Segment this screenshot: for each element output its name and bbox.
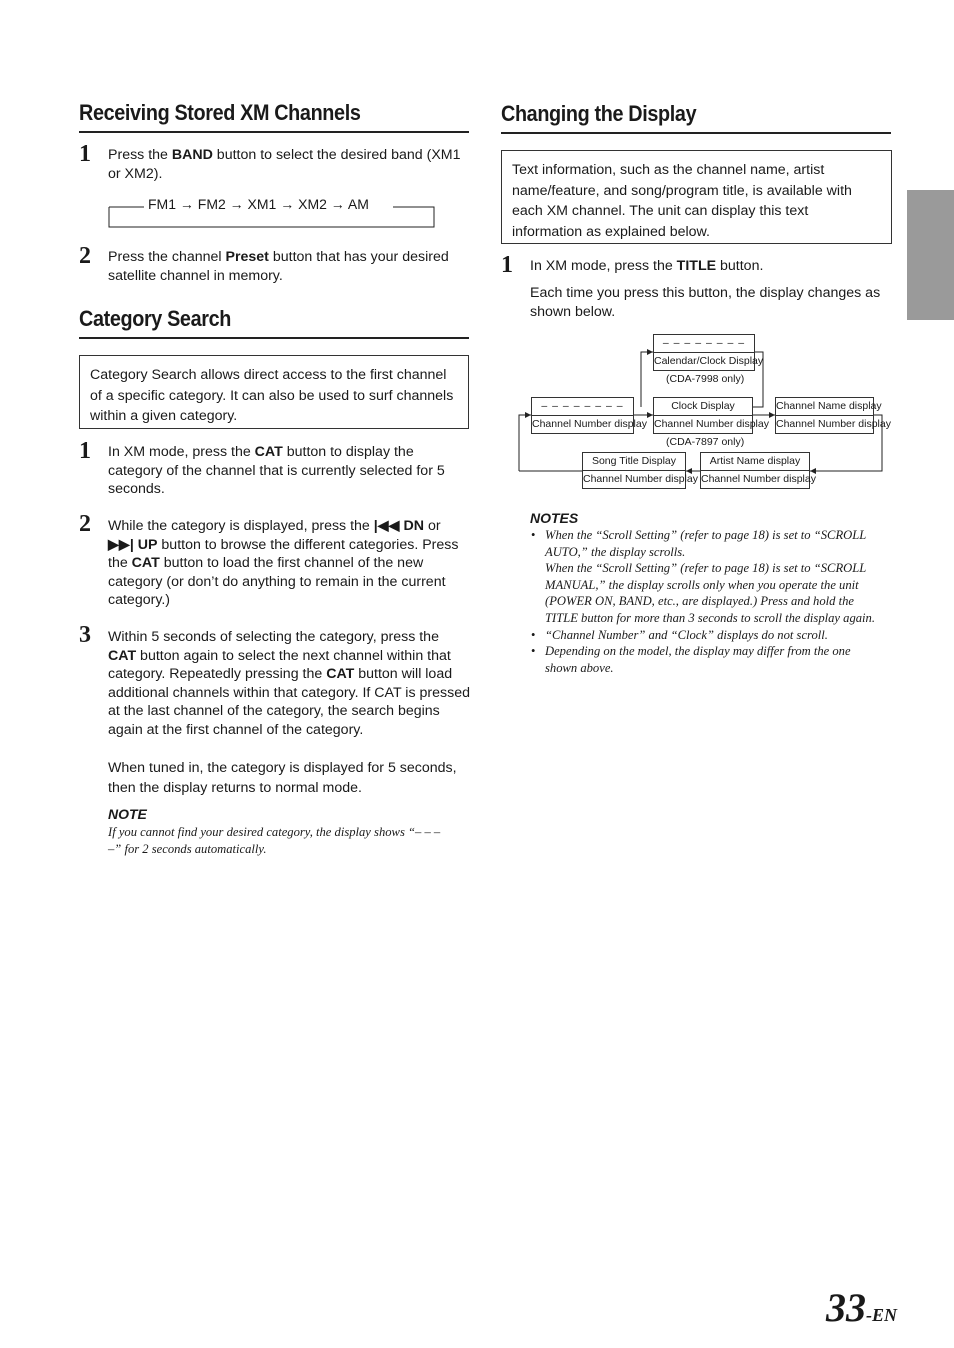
step-text: In XM mode, press the TITLE button. bbox=[530, 258, 764, 274]
step-text: Within 5 seconds of selecting the category, press the CAT button again to select the next channel within that category. Repeatedly pressing the CAT button will load additional channels within that category. If CAT is pressed at the last channel of the category, the search begins again at the first channel of the category. bbox=[108, 629, 470, 738]
channel-number-box: – – – – – – – – Channel Number display bbox=[531, 397, 634, 434]
step-text: Press the channel Preset button that has your desired satellite channel in memory. bbox=[108, 249, 449, 284]
step-number: 2 bbox=[79, 511, 91, 537]
channel-name-box: Channel Name display Channel Number display bbox=[775, 397, 874, 434]
note-heading: NOTE bbox=[108, 806, 147, 822]
note-item: • When the “Scroll Setting” (refer to page 18) is set to “SCROLL AUTO,” the display scrolls. When the “Scroll Setting” (refer to page 18) is set to “SCROLL MANUAL,” the display scrolls only when you operate the unit (POWER ON, BAND, etc., are displayed.) Press and hold the TITLE button for more than 3 seconds to scroll the display again. bbox=[530, 527, 885, 627]
section-title-display: Changing the Display bbox=[501, 101, 697, 126]
title-rule bbox=[79, 337, 469, 339]
step-extra-text: Each time you press this button, the display changes as shown below. bbox=[530, 285, 881, 320]
section-title-category: Category Search bbox=[79, 306, 231, 331]
display-intro-box: Text information, such as the channel name, artist name/feature, and song/program title, is available with each XM channel. The unit can display this text information as explained below. bbox=[501, 150, 892, 244]
cda7897-label: (CDA-7897 only) bbox=[666, 436, 745, 448]
step-number: 3 bbox=[79, 622, 91, 648]
step-text: While the category is displayed, press the |◀◀ DN or ▶▶| UP button to browse the different categories. Press the CAT button to load the first channel of the new category (or don’t do anything to remain in the current category.) bbox=[108, 518, 459, 609]
title-rule bbox=[79, 131, 469, 133]
artist-name-box: Artist Name display Channel Number display bbox=[700, 452, 810, 489]
note-item: • Depending on the model, the display may differ from the one shown above. bbox=[530, 643, 885, 676]
step-number: 1 bbox=[501, 252, 513, 278]
section-title-receiving: Receiving Stored XM Channels bbox=[79, 100, 361, 125]
step-number: 1 bbox=[79, 141, 91, 167]
clock-display-box: Clock Display Channel Number display bbox=[653, 397, 753, 434]
section-tab bbox=[907, 190, 954, 320]
cda7998-label: (CDA-7998 only) bbox=[666, 373, 745, 385]
band-cycle-diagram bbox=[108, 196, 435, 228]
title-rule bbox=[501, 132, 891, 134]
song-title-box: Song Title Display Channel Number display bbox=[582, 452, 686, 489]
calendar-clock-box: – – – – – – – – Calendar/Clock Display bbox=[653, 334, 755, 371]
skip-forward-icon: ▶▶| bbox=[108, 536, 134, 553]
band-cycle-text: FM1 → FM2 → XM1 → XM2 → AM bbox=[144, 196, 373, 212]
step-number: 2 bbox=[79, 243, 91, 269]
step-extra-text: When tuned in, the category is displayed for 5 seconds, then the display returns to normal mode. bbox=[108, 760, 457, 796]
step-number: 1 bbox=[79, 438, 91, 464]
category-intro-box: Category Search allows direct access to the first channel of a specific category. It can also be used to surf channels within a given category. bbox=[79, 355, 469, 429]
notes-heading: NOTES bbox=[530, 510, 579, 526]
display-cycle-diagram bbox=[510, 330, 890, 495]
skip-back-icon: |◀◀ bbox=[373, 518, 400, 534]
step-text: In XM mode, press the CAT button to display the category of the channel that is currently selected for 5 seconds. bbox=[108, 444, 445, 498]
page-number: 33-EN bbox=[826, 1285, 897, 1330]
note-text: If you cannot find your desired category, the display shows “– – – –” for 2 seconds automatically. bbox=[108, 825, 441, 856]
notes-list bbox=[530, 527, 885, 676]
note-item: • “Channel Number” and “Clock” displays do not scroll. bbox=[530, 627, 885, 644]
step-text: Press the BAND button to select the desired band (XM1 or XM2). bbox=[108, 147, 461, 182]
